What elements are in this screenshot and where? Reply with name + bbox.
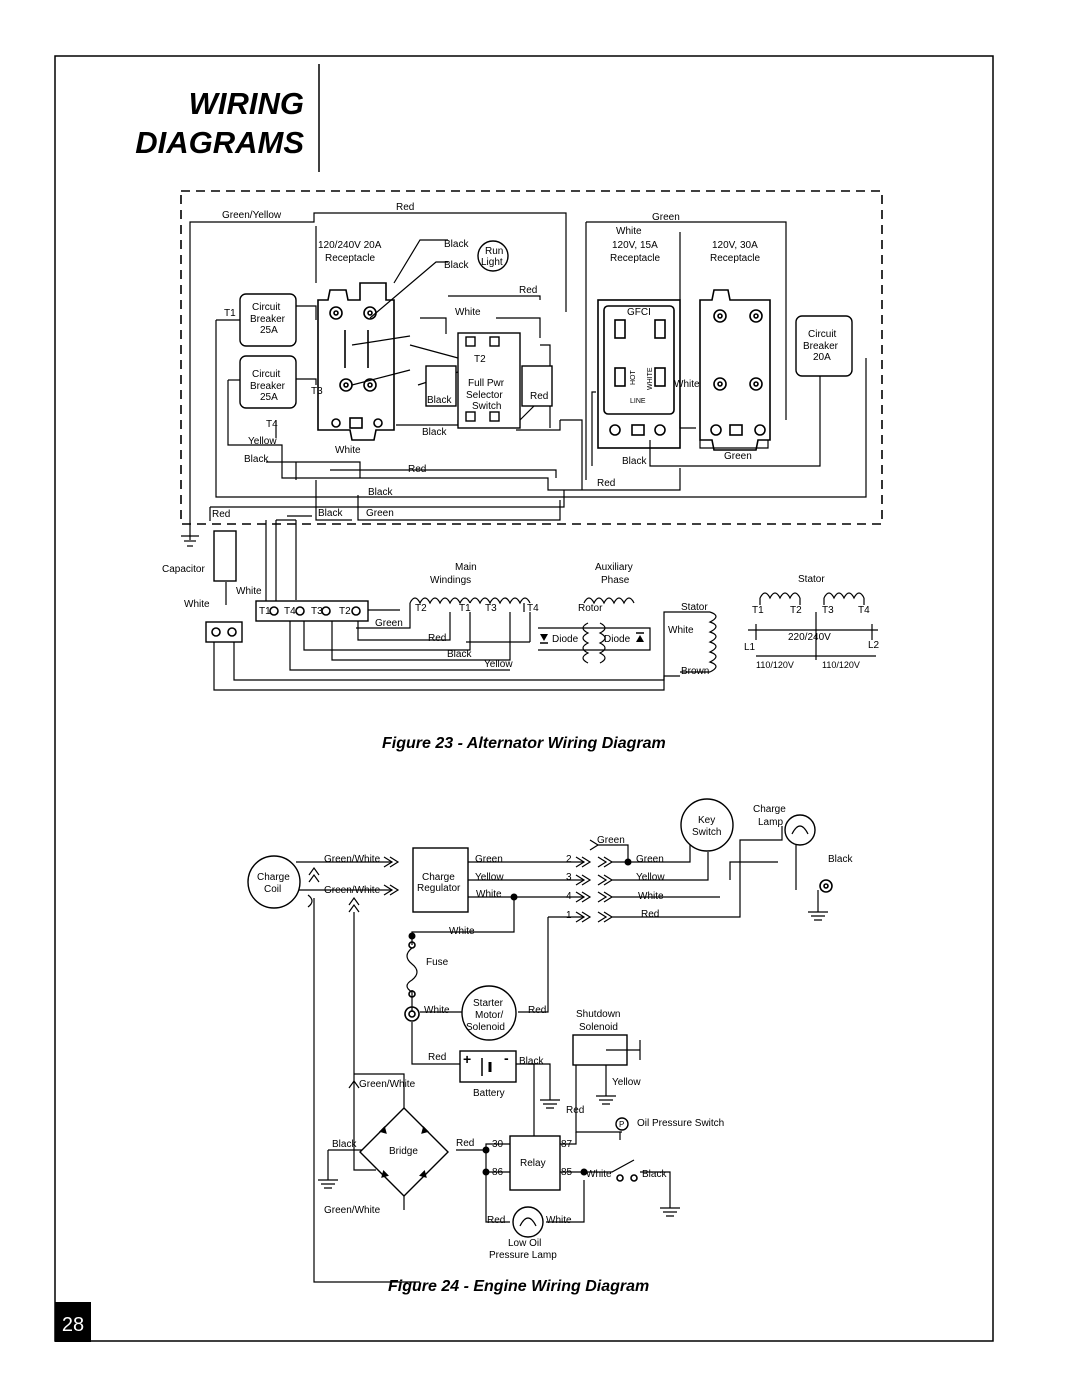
label-solenoid: Solenoid: [466, 1022, 505, 1033]
label-t1: T1: [224, 308, 236, 319]
label-main: Main: [455, 562, 477, 573]
label-green-white-2: Green/White: [324, 885, 381, 896]
label-green-top: Green: [597, 835, 625, 846]
label-cb1-rating: 25A: [260, 325, 278, 336]
label-relay: Relay: [520, 1158, 546, 1169]
label-white-receptacle: White: [335, 445, 361, 456]
label-white-top: White: [616, 226, 642, 237]
label-green-white-3: Green/White: [359, 1079, 416, 1090]
label-red-low2: Red: [597, 478, 616, 489]
label-white-key: White: [638, 891, 664, 902]
label-winding-t2: T2: [415, 603, 427, 614]
label-red-relay-top: Red: [566, 1105, 585, 1116]
junction-dot-fuse-top: [409, 933, 416, 940]
label-recept-20a-rating: 120/240V 20A: [318, 240, 382, 251]
figure-23-caption: Figure 23 - Alternator Wiring Diagram: [382, 735, 666, 752]
label-black-lamp: Black: [828, 854, 853, 865]
label-green-white-4: Green/White: [324, 1205, 381, 1216]
label-bridge: Bridge: [389, 1146, 418, 1157]
label-yellow-key: Yellow: [636, 872, 665, 883]
label-green-regulator: Green: [475, 854, 503, 865]
label-black-selector-bottom: Black: [422, 427, 447, 438]
label-white-capacitor-2: White: [184, 599, 210, 610]
label-red-battery: Red: [428, 1052, 447, 1063]
label-stator-t2: T2: [790, 605, 802, 616]
battery-minus-sign: -: [504, 1050, 509, 1066]
alternator-labels: [212, 202, 839, 520]
capacitor: [214, 531, 236, 581]
label-cb1-breaker: Breaker: [250, 314, 286, 325]
label-black-a: Black: [444, 239, 469, 250]
label-cb2-circuit: Circuit: [252, 369, 281, 380]
label-t2: T2: [474, 354, 486, 365]
label-regulator-charge: Charge: [422, 872, 455, 883]
label-shutdown: Shutdown: [576, 1009, 621, 1020]
label-oil-pressure-switch: Oil Pressure Switch: [637, 1118, 725, 1129]
label-t4: T4: [266, 419, 278, 430]
label-motor: Motor/: [475, 1010, 504, 1021]
label-auxiliary: Auxiliary: [595, 562, 633, 573]
page-number: 28: [61, 1314, 85, 1336]
label-winding-t3: T3: [485, 603, 497, 614]
label-red-top: Red: [396, 202, 415, 213]
label-yellow-regulator: Yellow: [475, 872, 504, 883]
label-pin-2: 2: [566, 854, 572, 865]
label-cb2-breaker: Breaker: [250, 381, 286, 392]
label-white-capacitor: White: [236, 586, 262, 597]
label-red-key: Red: [641, 909, 660, 920]
label-gfci: GFCI: [627, 307, 651, 318]
label-black-bridge: Black: [332, 1139, 357, 1150]
label-terminal-t1: T1: [259, 606, 271, 617]
label-phase: Phase: [601, 575, 630, 586]
charge-lamp-terminal-inner: [824, 884, 828, 888]
label-relay-30: 30: [492, 1139, 504, 1150]
junction-dot-relay-86: [483, 1169, 490, 1176]
oil-switch-contact-2: [631, 1175, 637, 1181]
label-white-fuse: White: [449, 926, 475, 937]
label-white-gfci: White: [674, 379, 700, 390]
label-light: Light: [481, 257, 503, 268]
label-key: Key: [698, 815, 716, 826]
label-red-lamp: Red: [487, 1215, 506, 1226]
label-red-bridge: Red: [456, 1138, 475, 1149]
label-white-lamp: White: [546, 1215, 572, 1226]
label-black-left: Black: [244, 454, 269, 465]
label-white-starter: White: [424, 1005, 450, 1016]
label-cb3-circuit: Circuit: [808, 329, 837, 340]
label-green-terminal: Green: [375, 618, 403, 629]
page-title-line1: WIRING: [188, 86, 304, 121]
receptacle-120v-30a: [700, 290, 770, 450]
label-winding-t4: T4: [527, 603, 539, 614]
label-green-yellow: Green/Yellow: [222, 210, 282, 221]
label-110-120v-a: 110/120V: [756, 660, 794, 670]
label-stator-right: Stator: [798, 574, 825, 585]
label-black-terminal: Black: [447, 649, 472, 660]
label-stator-mid: Stator: [681, 602, 708, 613]
label-relay-87: 87: [561, 1139, 573, 1150]
label-220-240v: 220/240V: [788, 632, 831, 643]
label-red-terminal: Red: [428, 633, 447, 644]
charge-coil-lead: [308, 895, 312, 907]
label-black-selector: Black: [427, 395, 452, 406]
label-black-gfci-bottom: Black: [622, 456, 647, 467]
label-line: LINE: [630, 398, 646, 405]
label-terminal-t2: T2: [339, 606, 351, 617]
label-rotor: Rotor: [578, 603, 603, 614]
label-coil: Coil: [264, 884, 282, 895]
label-red-mid: Red: [519, 285, 538, 296]
label-p: P: [619, 1120, 625, 1129]
label-cb3-breaker: Breaker: [803, 341, 839, 352]
label-recept-15a-rating: 120V, 15A: [612, 240, 658, 251]
label-hot: HOT: [630, 370, 637, 385]
label-white-relay: White: [586, 1169, 612, 1180]
charge-lamp: [785, 815, 815, 845]
label-green-top: Green: [652, 212, 680, 223]
label-low-oil: Low Oil: [508, 1238, 542, 1249]
label-yellow: Yellow: [248, 436, 277, 447]
label-pin-4: 4: [566, 891, 572, 902]
junction-dot-white: [511, 894, 518, 901]
label-stator-t3: T3: [822, 605, 834, 616]
label-diode-1: Diode: [552, 634, 579, 645]
label-switch: Switch: [692, 827, 722, 838]
low-oil-pressure-lamp: [513, 1207, 543, 1237]
label-yellow-shutdown: Yellow: [612, 1077, 641, 1088]
label-stator-t4: T4: [858, 605, 870, 616]
label-fuse: Fuse: [426, 957, 449, 968]
oil-switch-contact-1: [617, 1175, 623, 1181]
charge-lamp-terminal: [820, 880, 832, 892]
alternator-wiring-diagram: [162, 191, 882, 752]
main-windings-coil-2: [470, 598, 530, 603]
label-green-30a-bottom: Green: [724, 451, 752, 462]
label-green-bottom-mid: Green: [366, 508, 394, 519]
stator-mid-leads: [680, 612, 710, 672]
battery: [460, 1050, 516, 1082]
stator-right-windings: [748, 593, 878, 660]
label-selector-switch: Switch: [472, 401, 502, 412]
label-coil-charge: Charge: [257, 872, 290, 883]
label-windings: Windings: [430, 575, 472, 586]
label-yellow-terminal: Yellow: [484, 659, 513, 670]
label-diode-2: Diode: [604, 634, 631, 645]
label-green-key: Green: [636, 854, 664, 865]
label-white-mid: White: [455, 307, 481, 318]
label-cb3-rating: 20A: [813, 352, 831, 363]
label-black-b: Black: [444, 260, 469, 271]
stator-coil-mid: [710, 612, 716, 672]
fuse: [407, 948, 417, 992]
label-starter: Starter: [473, 998, 504, 1009]
label-110-120v-b: 110/120V: [822, 660, 860, 670]
label-cb2-rating: 25A: [260, 392, 278, 403]
label-charge-lamp-lamp: Lamp: [758, 817, 784, 828]
label-regulator: Regulator: [417, 883, 461, 894]
label-white-regulator: White: [476, 889, 502, 900]
label-white-vertical: WHITE: [647, 367, 654, 390]
label-l2: L2: [868, 640, 880, 651]
label-l1: L1: [744, 642, 756, 653]
engine-labels: [257, 804, 853, 1261]
junction-dot-green: [625, 859, 632, 866]
label-terminal-t3: T3: [311, 606, 323, 617]
page-title-line2: DIAGRAMS: [135, 125, 304, 160]
label-selector-full-pwr: Full Pwr: [468, 378, 505, 389]
label-red-starter: Red: [528, 1005, 547, 1016]
label-charge-lamp-charge: Charge: [753, 804, 786, 815]
label-selector: Selector: [466, 390, 503, 401]
label-pin-1: 1: [566, 910, 572, 921]
label-black-bottom-mid: Black: [318, 508, 343, 519]
label-recept-15a-name: Receptacle: [610, 253, 661, 264]
label-t3: T3: [311, 386, 323, 397]
label-red-selector: Red: [530, 391, 549, 402]
label-battery: Battery: [473, 1088, 505, 1099]
label-recept-20a-name: Receptacle: [325, 253, 376, 264]
engine-wiring-diagram: [248, 799, 853, 1295]
label-red-low: Red: [408, 464, 427, 475]
label-black-low: Black: [368, 487, 393, 498]
label-cb1-circuit: Circuit: [252, 302, 281, 313]
junction-dot-relay-30: [483, 1147, 490, 1154]
label-black-battery: Black: [519, 1056, 544, 1067]
battery-plus-sign: +: [463, 1051, 472, 1067]
label-green-white-1: Green/White: [324, 854, 381, 865]
label-shutdown-solenoid: Solenoid: [579, 1022, 618, 1033]
label-terminal-t4: T4: [284, 606, 296, 617]
label-relay-85: 85: [561, 1167, 573, 1178]
label-capacitor: Capacitor: [162, 564, 205, 575]
label-pressure-lamp: Pressure Lamp: [489, 1250, 557, 1261]
figure-24-caption: Figure 24 - Engine Wiring Diagram: [388, 1278, 650, 1295]
label-white-stator: White: [668, 625, 694, 636]
label-red-bottom-left: Red: [212, 509, 231, 520]
label-winding-t1: T1: [459, 603, 471, 614]
label-relay-86: 86: [492, 1167, 504, 1178]
label-black-relay: Black: [642, 1169, 667, 1180]
label-brown: Brown: [681, 666, 710, 677]
label-pin-3: 3: [566, 872, 572, 883]
label-run: Run: [485, 246, 504, 257]
label-stator-t1: T1: [752, 605, 764, 616]
label-recept-30a-rating: 120V, 30A: [712, 240, 758, 251]
label-recept-30a-name: Receptacle: [710, 253, 761, 264]
gfci-receptacle-120v-15a: [598, 300, 680, 448]
